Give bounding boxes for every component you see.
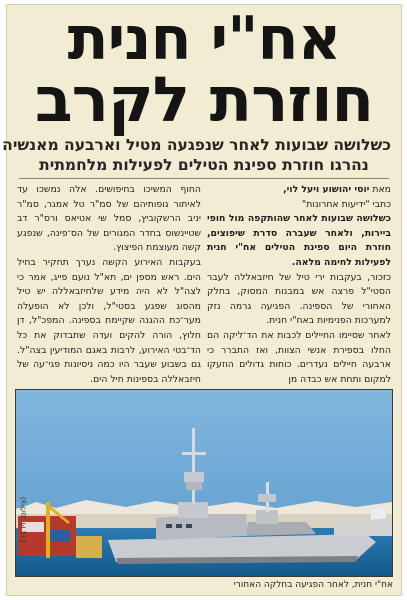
subheadline-line-2: נהרגו חוזרת ספינת הטילים לפעילות מלחמתית: [39, 156, 369, 174]
article-column-left: [17, 183, 201, 387]
photo-credit: (צילום: זיו בר): [18, 496, 28, 543]
byline-outlet: כתבי "ידיעות אחרונות": [301, 198, 391, 210]
ship-mast-main: [192, 428, 195, 504]
newspaper-clipping: [2, 4, 402, 596]
subheadline-line-1: כשלושה שבועות לאחר שנפגעה מטיל וארבעה מאנשיה: [2, 136, 391, 154]
warship-image: [16, 390, 392, 576]
article-paragraph: החוף המשיכו בחיפושים. אלה נמשכו עד לאיתור גופותיהם של סמ"ר טל אמגר, סמ"ר יניב הרשקוביץ, סמל שי אטיאס ורס"ר דב שטיינשוס בחדר המגורים של הס־פינה, שנפגע קשה מעוצמת הפיצוץ.: [17, 184, 201, 254]
photo-caption: אח"י חנית, לאחר הפגיעה בחלקה האחורי: [233, 580, 393, 590]
byline-label: מאת: [372, 184, 391, 195]
flag: [371, 508, 386, 520]
headline-line-2: חוזרת לקרב: [34, 63, 374, 136]
article-column-right: [207, 183, 391, 387]
warship-photo: [15, 389, 393, 577]
headline-divider: [19, 178, 389, 179]
article-paragraph: לאחר שסיימו החיילים לכבות את הד־ליקה הם החלו בספירת אנשי הצוות, ואז התברר כי ארבעה חיילים נעדרים. כוחות גדולים הוזעקו למקום ותחת אש כבדה מן: [207, 329, 391, 385]
article-lead-paragraph: כשלושה שבועות לאחר שהותקפה מול חופי ביירות, ולאחר שעברה סדרת שיפוצים, חוזרת היום ספינת הטילים אח"י חנית לפעילות לחימה מלאה.: [207, 213, 391, 268]
headline-line-1: אח"י חנית: [67, 4, 341, 74]
byline: [207, 183, 391, 198]
article-paragraph: בעקבות האירוע הקשה נערך תחקיר בחיל הים. ראש מספן ים, תא"ל נועם פייג, אמר כי לצה"ל לא היה מידע שלחיזבאללה יש טיל מהסוג שפגע בסטי"ל, ולכן לא הופעלה מער־כת ההגנה שקיימת בספינה. המפכ"ל, דן חלוץ, הורה להקים ועדה שתבדוק את כל הד־בטי האירוע, לרבות באגם המודיעין בצה"ל. גם בשבוע שעבר היו כמה ניסיונות פגי־עה של חיזבאללה בספינות חיל הים.: [17, 256, 201, 385]
byline-authors: יוסי יהושוע ויעל לוי,: [283, 184, 370, 195]
crane: [46, 502, 50, 558]
harbor-truck: [76, 536, 102, 558]
article-paragraph: כזכור, בעקבות ירי טיל של חיזבאללה לעבר הסטי"ל פרצה אש במבנות המסוק, בחלק האחורי של הספינה. הפגיעה גרמה נזק למערכות הפנימיות באח"י חנית.: [207, 271, 391, 327]
